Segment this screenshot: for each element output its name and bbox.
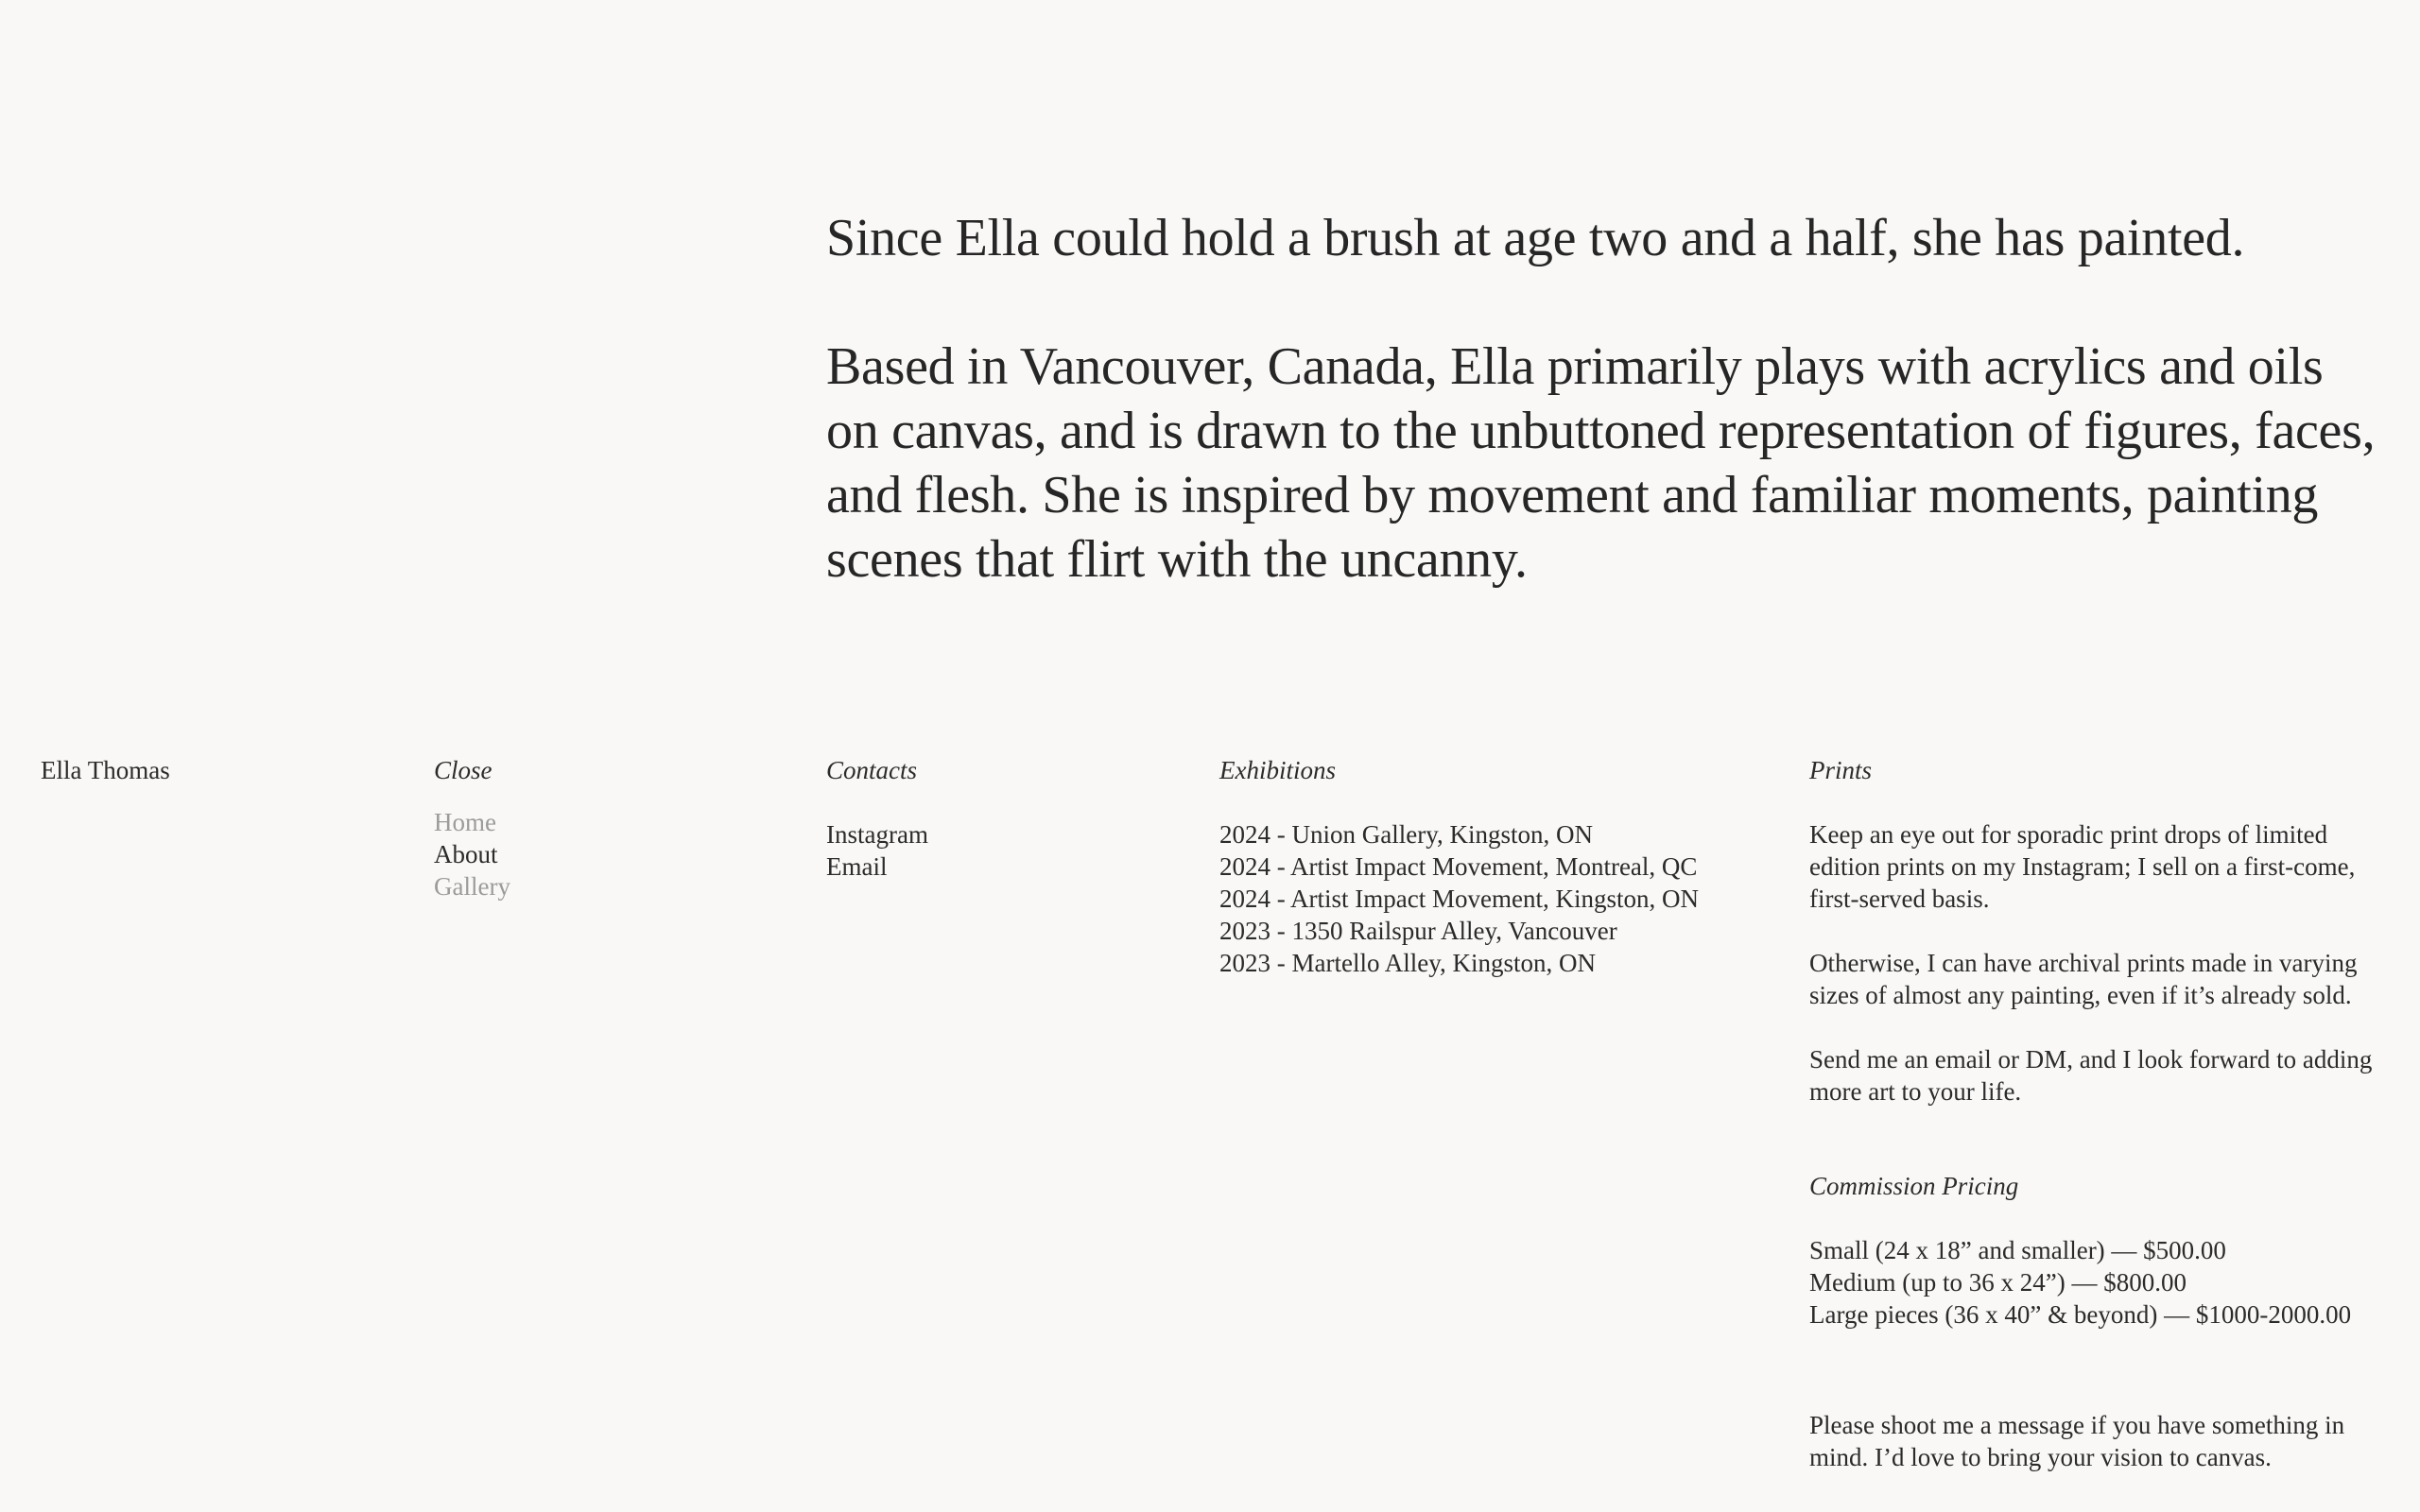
exhibitions-heading: Exhibitions (1219, 756, 1336, 784)
nav-menu (434, 806, 510, 902)
contacts-list (826, 818, 928, 883)
intro-body: Based in Vancouver, Canada, Ella primarily plays with acrylics and oils on canvas, and is drawn to the unbuttoned representation of figures, faces, and flesh. She is inspired by movement and familiar moments, painting scenes that flirt with the uncanny. (826, 337, 2376, 589)
price-item-small: Small (24 x 18” and smaller) — $500.00 (1809, 1236, 2226, 1264)
prints-paragraph: Send me an email or DM, and I look forward to adding more art to your life. (1809, 1045, 2373, 1106)
prints-column (1809, 754, 2386, 1505)
price-item-medium: Medium (up to 36 x 24”) — $800.00 (1809, 1268, 2187, 1297)
exhibition-item: 2023 - Martello Alley, Kingston, ON (1219, 949, 1596, 977)
email-link[interactable]: Email (826, 852, 888, 881)
price-item-large: Large pieces (36 x 40” & beyond) — $1000-2000.00 (1809, 1300, 2352, 1329)
exhibition-item: 2024 - Artist Impact Movement, Kingston, ON (1219, 885, 1699, 913)
nav-item-gallery[interactable]: Gallery (434, 872, 510, 901)
exhibitions-column (1219, 754, 1699, 979)
exhibition-item: 2024 - Union Gallery, Kingston, ON (1219, 820, 1593, 849)
nav-item-about[interactable]: About (434, 840, 498, 868)
exhibition-item: 2023 - 1350 Railspur Alley, Vancouver (1219, 917, 1617, 945)
menu-column (434, 754, 510, 902)
prints-heading: Prints (1809, 756, 1873, 784)
contacts-column (826, 754, 928, 883)
prints-paragraph: Otherwise, I can have archival prints made in varying sizes of almost any painting, even if it’s already sold. (1809, 949, 2358, 1009)
brand-column (41, 754, 170, 786)
intro-lead: Since Ella could hold a brush at age two and a half, she has painted. (826, 209, 2245, 267)
contacts-heading: Contacts (826, 756, 918, 784)
site-footer (0, 754, 2420, 1512)
exhibitions-list (1219, 818, 1699, 979)
nav-item-home[interactable]: Home (434, 808, 496, 836)
prints-paragraph: Keep an eye out for sporadic print drops of limited edition prints on my Instagram; I sell on a first-come, first-served basis. (1809, 820, 2356, 913)
prints-body (1809, 818, 2386, 1108)
menu-close-button[interactable]: Close (434, 756, 493, 784)
commission-pricing-heading: Commission Pricing (1809, 1172, 2019, 1200)
commission-price-list (1809, 1234, 2386, 1331)
exhibition-item: 2024 - Artist Impact Movement, Montreal, QC (1219, 852, 1698, 881)
commission-closing-note: Please shoot me a message if you have something in mind. I’d love to bring your vision to canvas. (1809, 1411, 2345, 1471)
about-intro (826, 206, 2377, 656)
site-brand-name[interactable]: Ella Thomas (41, 756, 170, 784)
instagram-link[interactable]: Instagram (826, 820, 928, 849)
